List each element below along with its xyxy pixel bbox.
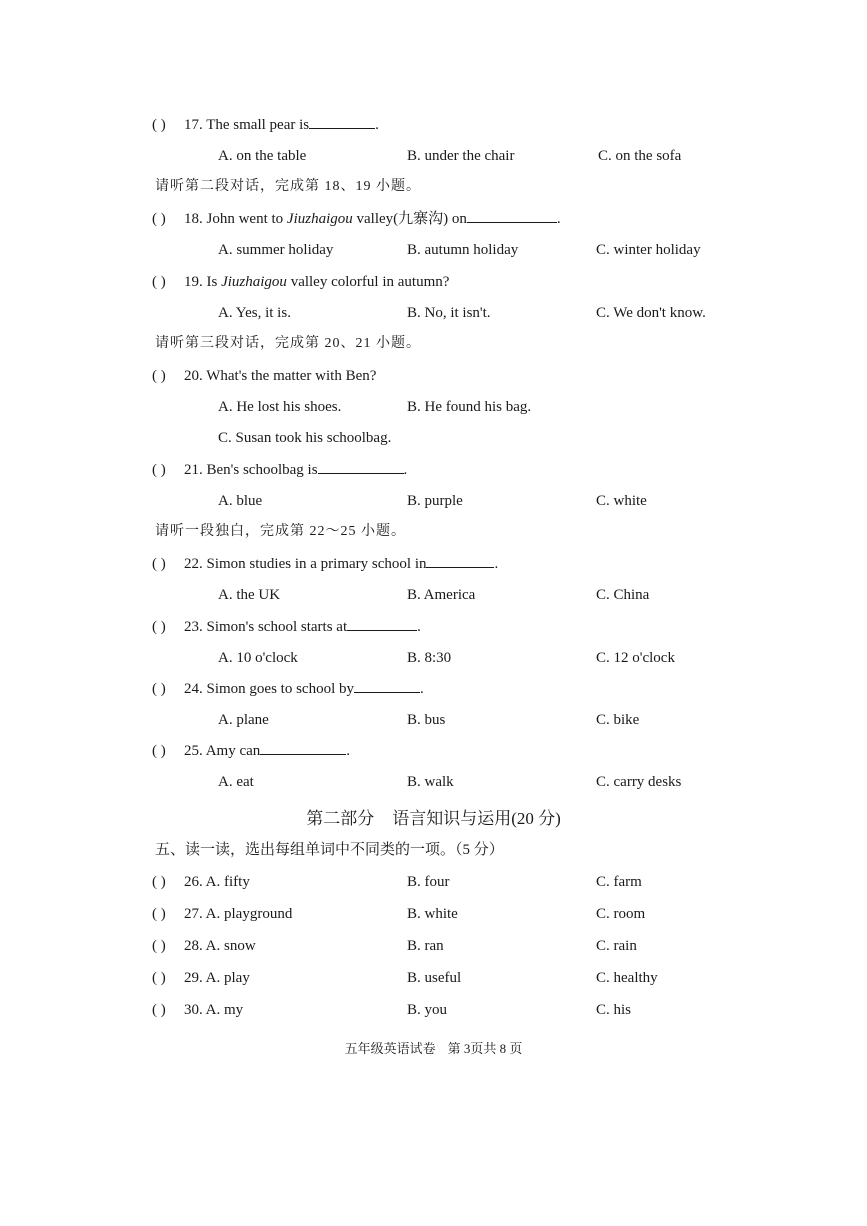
section-instruction: 五、读一读，选出每组单词中不同类的一项。（5 分） (155, 842, 504, 858)
question-24-options (0, 708, 867, 732)
option-b[interactable]: B. bus (407, 712, 446, 728)
answer-bracket[interactable]: ( ) (152, 211, 166, 227)
option-a[interactable]: A. Yes, it is. (218, 305, 291, 321)
question-stem-pre: John went to (206, 211, 287, 227)
question-19 (0, 270, 867, 294)
question-25 (0, 739, 867, 763)
question-20-options (0, 395, 867, 419)
option-a[interactable]: A. 10 o'clock (218, 650, 298, 666)
option-a[interactable]: 29. A. play (184, 970, 250, 986)
answer-bracket[interactable]: ( ) (152, 874, 166, 890)
option-b[interactable]: B. useful (407, 970, 462, 986)
question-number: 24. (184, 681, 203, 697)
question-stem: The small pear is (206, 117, 310, 133)
answer-blank[interactable] (354, 677, 420, 693)
answer-bracket[interactable]: ( ) (152, 619, 166, 635)
answer-bracket[interactable]: ( ) (152, 970, 166, 986)
option-c[interactable]: C. China (596, 587, 650, 603)
question-text (184, 615, 421, 639)
question-30 (0, 998, 867, 1022)
listening-instruction-monologue (0, 520, 867, 544)
option-b[interactable]: B. America (407, 587, 476, 603)
question-end-punct: . (417, 619, 421, 635)
option-b[interactable]: B. walk (407, 774, 454, 790)
question-stem: Amy can (205, 743, 261, 759)
question-text (184, 207, 561, 231)
question-25-options (0, 770, 867, 794)
place-name: Jiuzhaigou (286, 211, 353, 227)
option-c[interactable]: C. white (596, 493, 647, 509)
question-number: 18. (184, 211, 203, 227)
question-21 (0, 458, 867, 482)
option-c[interactable]: C. his (596, 1002, 632, 1018)
option-a[interactable]: 30. A. my (184, 1002, 244, 1018)
question-text (184, 458, 407, 482)
option-a[interactable]: A. blue (218, 493, 263, 509)
question-number: 19. (184, 274, 203, 290)
option-b[interactable]: B. you (407, 1002, 448, 1018)
page-number: 第 3页共 8 页 (447, 1041, 523, 1056)
option-b[interactable]: B. ran (407, 938, 444, 954)
option-c[interactable]: C. healthy (596, 970, 658, 986)
answer-bracket[interactable]: ( ) (152, 274, 166, 290)
question-end-punct: . (494, 556, 499, 572)
option-c[interactable]: C. Susan took his schoolbag. (218, 430, 392, 446)
instruction-text: 请听第三段对话，完成第 20、21 小题。 (155, 336, 421, 351)
question-stem-pre: Is (206, 274, 222, 290)
answer-blank[interactable] (260, 739, 346, 755)
question-22 (0, 552, 867, 576)
question-20 (0, 364, 867, 388)
option-a[interactable]: 28. A. snow (184, 938, 256, 954)
option-b[interactable]: B. He found his bag. (407, 399, 532, 415)
question-23-options (0, 646, 867, 670)
section-five-heading (0, 838, 867, 862)
answer-bracket[interactable]: ( ) (152, 743, 166, 759)
question-28 (0, 934, 867, 958)
exam-title: 五年级英语试卷 (344, 1041, 436, 1056)
question-24 (0, 677, 867, 701)
question-end-punct: . (346, 743, 351, 759)
option-b[interactable]: B. four (407, 874, 450, 890)
question-stem: What's the matter with Ben? (206, 368, 377, 384)
question-19-options (0, 301, 867, 325)
answer-bracket[interactable]: ( ) (152, 556, 166, 572)
answer-blank[interactable] (467, 207, 557, 223)
answer-blank[interactable] (309, 113, 375, 129)
part-label: 第二部分 (306, 809, 375, 828)
question-17-options (0, 144, 867, 168)
option-c[interactable]: C. rain (596, 938, 637, 954)
question-text (184, 739, 350, 763)
answer-bracket[interactable]: ( ) (152, 368, 166, 384)
part-two-title (0, 806, 867, 832)
question-stem-post: valley colorful in autumn? (286, 274, 450, 290)
option-a[interactable]: A. He lost his shoes. (218, 399, 342, 415)
answer-bracket[interactable]: ( ) (152, 117, 166, 133)
question-29 (0, 966, 867, 990)
instruction-text: 请听一段独白，完成第 22～25 小题。 (155, 524, 406, 539)
part-heading: 语言知识与运用(20 分) (392, 809, 561, 828)
option-b[interactable]: B. under the chair (407, 148, 515, 164)
option-a[interactable]: A. the UK (218, 587, 281, 603)
question-20-options-row2 (0, 426, 867, 450)
option-b[interactable]: B. No, it isn't. (407, 305, 491, 321)
question-stem-post: valley(九寨沟) on (352, 211, 467, 227)
question-number: 25. (184, 743, 203, 759)
option-a[interactable]: A. plane (218, 712, 269, 728)
option-c[interactable]: C. We don't know. (596, 305, 706, 321)
question-number: 21. (184, 462, 203, 478)
option-a[interactable]: A. on the table (218, 148, 307, 164)
option-c[interactable]: C. winter holiday (596, 242, 701, 258)
option-c[interactable]: C. room (596, 906, 646, 922)
option-b[interactable]: B. white (407, 906, 458, 922)
question-end-punct: . (375, 117, 379, 133)
question-number: 22. (184, 556, 203, 572)
question-text (184, 677, 424, 701)
question-stem: Ben's schoolbag is (206, 462, 318, 478)
question-23 (0, 615, 867, 639)
question-26 (0, 870, 867, 894)
question-text (184, 552, 498, 576)
question-end-punct: . (556, 211, 561, 227)
option-a[interactable]: 27. A. playground (184, 906, 293, 922)
question-number: 23. (184, 619, 203, 635)
option-c[interactable]: C. farm (596, 874, 642, 890)
answer-blank[interactable] (318, 458, 404, 474)
question-18 (0, 207, 867, 231)
option-c[interactable]: C. carry desks (596, 774, 682, 790)
option-b[interactable]: B. autumn holiday (407, 242, 519, 258)
listening-instruction-3 (0, 332, 867, 356)
question-18-options (0, 238, 867, 262)
answer-bracket[interactable]: ( ) (152, 462, 166, 478)
option-c[interactable]: C. on the sofa (598, 148, 682, 164)
question-17 (0, 113, 867, 137)
question-21-options (0, 489, 867, 513)
option-b[interactable]: B. purple (407, 493, 463, 509)
option-c[interactable]: C. 12 o'clock (596, 650, 675, 666)
question-text (184, 270, 449, 294)
answer-blank[interactable] (347, 615, 417, 631)
answer-blank[interactable] (426, 552, 494, 568)
instruction-text: 请听第二段对话，完成第 18、19 小题。 (155, 179, 421, 194)
listening-instruction-2 (0, 175, 867, 199)
question-text (184, 113, 379, 137)
option-c[interactable]: C. bike (596, 712, 640, 728)
option-a[interactable]: A. summer holiday (218, 242, 334, 258)
option-a[interactable]: 26. A. fifty (184, 874, 250, 890)
place-name: Jiuzhaigou (221, 274, 287, 290)
answer-bracket[interactable]: ( ) (152, 681, 166, 697)
question-text (184, 364, 376, 388)
answer-bracket[interactable]: ( ) (152, 1002, 166, 1018)
question-27 (0, 902, 867, 926)
question-number: 17. (184, 117, 203, 133)
answer-bracket[interactable]: ( ) (152, 938, 166, 954)
answer-bracket[interactable]: ( ) (152, 906, 166, 922)
question-end-punct: . (420, 681, 424, 697)
question-stem: Simon's school starts at (206, 619, 348, 635)
question-number: 20. (184, 368, 203, 384)
page-footer (0, 1038, 867, 1060)
question-end-punct: . (403, 462, 408, 478)
question-22-options (0, 583, 867, 607)
question-stem: Simon goes to school by (206, 681, 355, 697)
option-b[interactable]: B. 8:30 (407, 650, 452, 666)
option-a[interactable]: A. eat (218, 774, 254, 790)
question-stem: Simon studies in a primary school in (206, 556, 427, 572)
